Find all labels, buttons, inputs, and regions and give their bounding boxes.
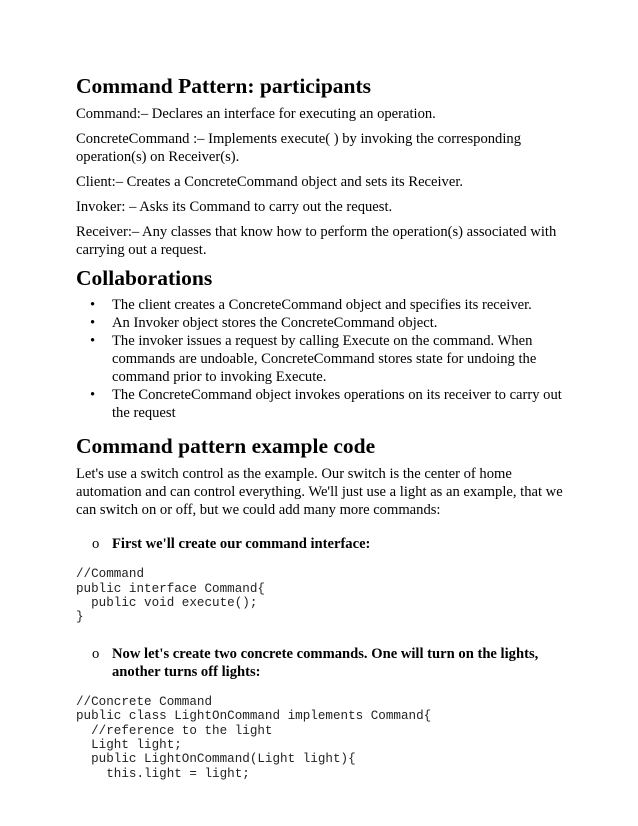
example-code-heading: Command pattern example code <box>76 434 376 459</box>
collaborations-list <box>76 296 576 422</box>
participant-receiver: Receiver:– Any classes that know how to perform the operation(s) associated with carrying out a request. <box>76 223 557 258</box>
collaborations-heading: Collaborations <box>76 265 213 290</box>
document-content <box>76 74 576 801</box>
list-item: • The client creates a ConcreteCommand object and specifies its receiver. <box>112 296 576 314</box>
list-marker: o <box>92 645 100 662</box>
step-text: Now let's create two concrete commands. One will turn on the lights, another turns off lights: <box>112 645 539 680</box>
participants-heading: Command Pattern: participants <box>76 74 372 98</box>
list-item: • An Invoker object stores the ConcreteCommand object. <box>112 314 576 332</box>
participant-command: Command:– Declares an interface for executing an operation. <box>76 105 436 122</box>
code-block-command-interface: //Command public interface Command{ public void execute(); } <box>76 567 265 625</box>
step-concrete-commands <box>76 645 576 681</box>
participant-invoker: Invoker: – Asks its Command to carry out the request. <box>76 198 393 215</box>
code-block-concrete-command: //Concrete Command public class LightOnCommand implements Command{ //reference to the light Light light; public LightOnCommand(Light light){ this.light = light; <box>76 694 432 781</box>
participant-concrete-command: ConcreteCommand :– Implements execute( ) by invoking the corresponding operation(s) on Receiver(s). <box>76 130 521 165</box>
step-create-interface <box>76 535 576 553</box>
list-item: • The ConcreteCommand object invokes operations on its receiver to carry out the request <box>112 386 576 422</box>
list-item: • The invoker issues a request by calling Execute on the command. When commands are undoable, ConcreteCommand stores state for undoing the command prior to invoking Execute. <box>112 332 576 386</box>
step-text: First we'll create our command interface: <box>112 536 371 553</box>
list-marker: o <box>92 536 100 553</box>
participant-client: Client:– Creates a ConcreteCommand object and sets its Receiver. <box>76 173 464 190</box>
example-intro: Let's use a switch control as the example. Our switch is the center of home automation and can control everything. We'll just use a light as an example, that we can switch on or off, but we could add many more commands: <box>76 466 563 519</box>
